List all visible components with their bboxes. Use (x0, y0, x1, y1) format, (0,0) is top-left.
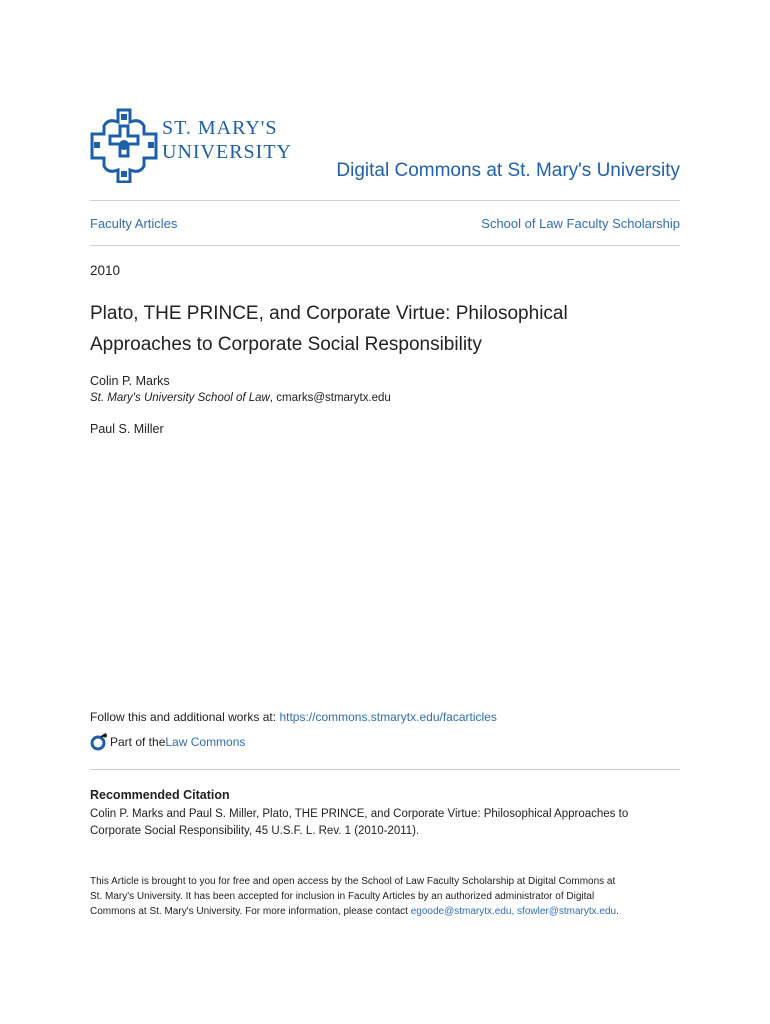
email-link-1[interactable]: egoode@stmarytx.edu (410, 906, 512, 917)
citation-heading: Recommended Citation (90, 788, 230, 802)
author-1-name: Colin P. Marks (90, 374, 170, 388)
part-of-label: Part of the (110, 735, 166, 749)
affiliation-name: St. Mary's University School of Law (90, 392, 270, 404)
follow-url-link[interactable]: https://commons.stmarytx.edu/facarticles (279, 710, 497, 724)
notice-end: . (616, 906, 619, 917)
publication-year: 2010 (90, 263, 121, 278)
logo-line-2: UNIVERSITY (162, 141, 292, 163)
author-1-affiliation (90, 392, 391, 404)
notice-text: This Article is brought to you for free and open access by the School of Law Faculty Scholarship at Digital Commons at St. Mary's University. It has been accepted for inclusion in Faculty Articles by an authorized administrator of Digital Commons at St. Mary's University. For more information, please contact (90, 876, 616, 917)
header (90, 108, 680, 188)
breadcrumb-faculty-articles[interactable]: Faculty Articles (90, 216, 178, 231)
part-of-line (90, 733, 245, 751)
title-line-1: Plato, THE PRINCE, and Corporate Virtue: Philosophical (90, 303, 568, 324)
email-link-2[interactable]: sfowler@stmarytx.edu (517, 906, 617, 917)
breadcrumb-school-of-law[interactable]: School of Law Faculty Scholarship (481, 216, 680, 231)
open-access-icon (90, 733, 108, 751)
cross-emblem-icon (90, 108, 158, 183)
access-notice (90, 874, 630, 919)
university-logo[interactable] (90, 108, 292, 183)
divider-bottom (90, 245, 680, 246)
title-line-2: Approaches to Corporate Social Responsibility (90, 334, 482, 355)
email-separator: , (511, 906, 518, 917)
follow-label: Follow this and additional works at: (90, 710, 280, 724)
follow-line (90, 710, 497, 724)
logo-wordmark (162, 118, 292, 162)
divider-citation (90, 769, 680, 770)
law-commons-link[interactable]: Law Commons (165, 735, 246, 749)
site-title-link[interactable]: Digital Commons at St. Mary's University (336, 160, 680, 181)
article-title (90, 298, 680, 360)
author-1-email: , cmarks@stmarytx.edu (269, 392, 391, 404)
author-2-name: Paul S. Miller (90, 422, 164, 436)
citation-text: Colin P. Marks and Paul S. Miller, Plato, THE PRINCE, and Corporate Virtue: Philosophical Approaches to Corporate Social Responsibility, 45 U.S.F. L. Rev. 1 (2010-2011). (90, 808, 629, 837)
divider-top (90, 200, 680, 201)
logo-line-1: ST. MARY'S (162, 117, 278, 139)
